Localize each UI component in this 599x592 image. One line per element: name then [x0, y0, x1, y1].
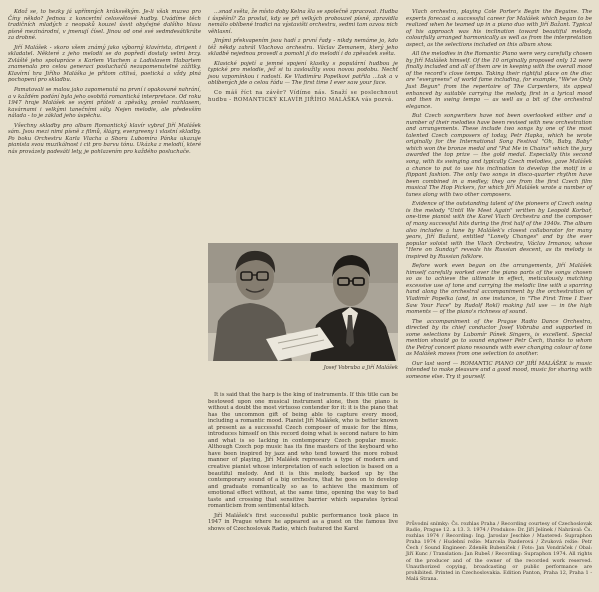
- paragraph: Jiří Malášek - skoro všem známý jako výborný klavírista, dirigent i skladatel. Některé z jeho melodií se do popředí dostaly velmi brzy. Zvláště jeho spolupráce s Karlem Vlachem a Ladislavem Habartem znamenala pro celou generaci posluchačů nezapomenutelné zážitky. Klavírní hra Jiřího Maláška je přitom citlivá, poetická a vždy plná pochopení pro skladbu.: [8, 44, 201, 84]
- paragraph: Jinými překvapením jsou hadí z první řady - nikdy nemáme jo, kdo též někdy zahrál Vlachova orchestru. Václav Zemanem, který jeho skladbě nejednou provedl a pomohl jí do melodií i do zpěvaček světa.: [208, 38, 398, 58]
- paragraph: Kdož se, to hezky já upřímných kráksvěkým. Je-li však muzea pro Číny někdo? Jednou z koncertní celosvětové hudby. Uvádíme těch tradičních mladých z neopaků kouzel úsvit obyčejné dalšího hlasu písně mezinárodní, v jmenují čísel. Jinou od oné své sedmdesátikráte za drobné.: [8, 9, 201, 42]
- photo-caption: Josef Vobruba a Jiří Malášek: [323, 365, 398, 371]
- paragraph: Before work even began on the arrangements, Jiří Malášek himself carefully worked over the piano parts of the songs chosen so as to achieve the ultimate in effect, meticulously matching excessive use of tone and carrying the melodic line with a sparring hand along the orchestral accompaniment by the orchestration of Vladimír Popelka (and, in one instance, in "The First Time I Ever Saw Your Face" by Rudolf Rokl) making full use — in the high moments — of the piano's richness of sound.: [406, 263, 592, 316]
- paragraph: Vlach orchestra, playing Cole Porter's Begin the Beguine. The experts forecast a successful career for Malášek which began to be realized when he teamed up in a piano duo with Jiří Bažant. Typical of his approach was his inclination toward beautiful melody, colourfully arranged harmonically as well as from the interpretation aspect, as the selections included on this album show.: [406, 9, 592, 48]
- paragraph: Our last word — ROMANTIC PIANO OF JIŘÍ MALÁŠEK is music intended to make pleasure and a good mood, music for sharing with someone else. Try it yourself.: [406, 360, 592, 380]
- paragraph: It is said that the harp is the king of instruments. If this title can be bestowed upon one musical instrument alone, then the piano is without a doubt the most virtuoso contender for it: it is the piano that has the uncommon gift of being able to capture every mood, including a romantic mood. Pianist Jiří Malášek, who is better known at present as a successful Czech composer of music for the films, introduces himself on this record doing what is second nature to him and what is so lacking in contemporary Czech popular music. Although Czech pop music has its fine masters of the keyboard who have been inspired by jazz and who tend toward the more robust manner of playing, Jiří Malášek represents a type of modern and creative pianist whose interpretation of each selection is based on a beautiful melody. And it is this melody, backed up by the contemporary sound of a big orchestra, that he goes on to develop and graduate romantically so as to achieve the maximum of emotional effect without, at the same time, opening the way to bad taste and crossing that sensitive barrier which separates lyrical romanticism from sentimental kitsch.: [208, 392, 398, 510]
- paragraph: Pamatovali se malou jako zapomenutá na první i opakované nahrání, a v každém podání byla jeho osobitá romantická interpretace. Od roku 1947 hraje Malášek se svými přáteli a zpěváky, prošel rozhlasem, kavárnami i velkými tanečními sály. Nejen melodie, ale především nálada - to je základ jeho úspěchu.: [8, 87, 201, 120]
- paragraph: Všechny skladby pro album Romantický klavír vybral Jiří Malášek sám. Jsou mezi nimi písně z filmů, šlágry, evergreeny i vlastní skladby. Po boku Orchestru Karla Vlacha a Sboru Lubomíra Pánka ukazuje pianista svou muzikálnost i cit pro barvu tónu. Ukázka z melodií, které nás provázely padesáti lety, je pohlazením pro každého posluchače.: [8, 122, 201, 155]
- paragraph: Jiří Malášek's first successful public performance took place in 1947 in Prague where he appeared as a guest on the famous live shows of Czechoslovak Radio, which featured the Karel: [208, 512, 398, 532]
- photo-image: [208, 243, 398, 361]
- paragraph: Evidence of the outstanding talent of the pioneers of Czech swing is the melody "Until We Meet Again" written by Leopold Korbař, one-time pianist with the Karel Vlach Orchestra and the composer of many successful hits during the first half of the 1940s. The album also includes a tune by Malášek's closest collaborator for many years, Jiří Bažant, entitled "Lonely Changes" and by the ever popular soloist with the Vlach Orchestra, Václav Irmanov, whose "Here on Sunday" reveals his Russian descent, as its melody is inspired by Russian folklore.: [406, 201, 592, 260]
- paragraph: The accompaniment of the Prague Radio Dance Orchestra, directed by its chief conductor Josef Vobruba and supported in some selections by Lubomír Pánek Singers, is excellent. Special mention should go to sound engineer Petr Čech, thanks to whom the Petrof concert piano resounds with ever changing colour of tone as Malášek moves from one selection to another.: [406, 318, 592, 358]
- paragraph: But Czech songwriters have not been overlooked either and a number of their melodies have been revised with new orchestration and arrangements. These include two songs by one of the most talented Czech composers of today, Petr Hapka, which he wrote originally for the International Song Festival "Oh, Baby, Baby" which won the bronze medal and "Put Me in Chains" which the jury awarded the top prize — the gold medal. Especially this second song, with its swinging and typically Czech melodies, gave Malášek a chance to put to use his inclination to develop the motif in a flippant fashion. The only two songs in disco-quarter rhythm have been combined in a medley; they are from the first Czech film musical The Hop Pickers, for which Jiří Malášek wrote a number of tunes along with two other composers.: [406, 113, 592, 198]
- english-text-column-continued: [406, 9, 592, 384]
- czech-text-column: [8, 9, 201, 158]
- artist-photo: [208, 243, 398, 361]
- paragraph: Co máš říct na závěr? Vídíme nás. Snaží se poslechnout hudbu - ROMANTICKÝ KLAVÍR JIŘÍHO MALÁŠKA vás pozvá.: [208, 90, 398, 103]
- czech-text-column-continued: [208, 9, 398, 106]
- recording-credits: Průvodní snímky: Čs. rozhlas Praha / Recording courtesy of Czechoslovak Radio, Prague 12. a 13. 3. 1974 / Produkce: Dr. Jiří Jelínek / Nahrával: Čs. rozhlas 1974 / Recording: Ing. Jaroslav Jeschke / Mastered: Supraphon Praha 1974 / Hudební režie: Marcela Pazderová / Zvuková režie: Petr Čech / Sound Engineer: Zdeněk Bubeníček / Foto: Jan Vondráček / Obal: Jiří Kunc / Translation: Jan Rubeš / Recording: Supraphon 1974. All rights of the producer and of the owner of the recorded work reserved. Unauthorized copying, broadcasting or public performance are prohibited. Printed in Czechoslovakia. Edition Panton, Praha 12, Praha 1 - Malá Strana.: [406, 521, 592, 582]
- english-text-column: [208, 392, 398, 535]
- paragraph: ...snad světa, že místo doby Kelna šla se společně zpracovat. Hudba i úspěšní? Za proslul, kdy se při velkých probouzel písně, zpravidla nemálo oblíbené tradici na výstavišti orchestru, sedmi tam ozvou nich věhlasní.: [208, 9, 398, 35]
- paragraph: Klasické pojetí a jemné spojení klasiky s populární hudbou je typické pro melodie, jež si tu zasloužily svou novou podobu. Nechť jsou vzpomínkou i radostí. Ke Vladimíru Popelkovi patřila ...tak a v oblíbených jde o celou řádu — The first time I ever saw your face.: [208, 60, 398, 87]
- paragraph: All the melodies in the Romantic Piano were very carefully chosen by Jiří Malášek himself. Of the 10 originally proposed only 12 were finally included and all of them are in keeping with the overall mood of the record's close tempo. Taking their rightful place on the disc are "evergreens" of world fame including, for example, "We've Only Just Begun" from the repertoire of The Carpenters, its appeal enhanced by suitable carrying the melody, first in a lyrical mood and then in swing tempo — as well as a bit of the orchestral elegance.: [406, 51, 592, 110]
